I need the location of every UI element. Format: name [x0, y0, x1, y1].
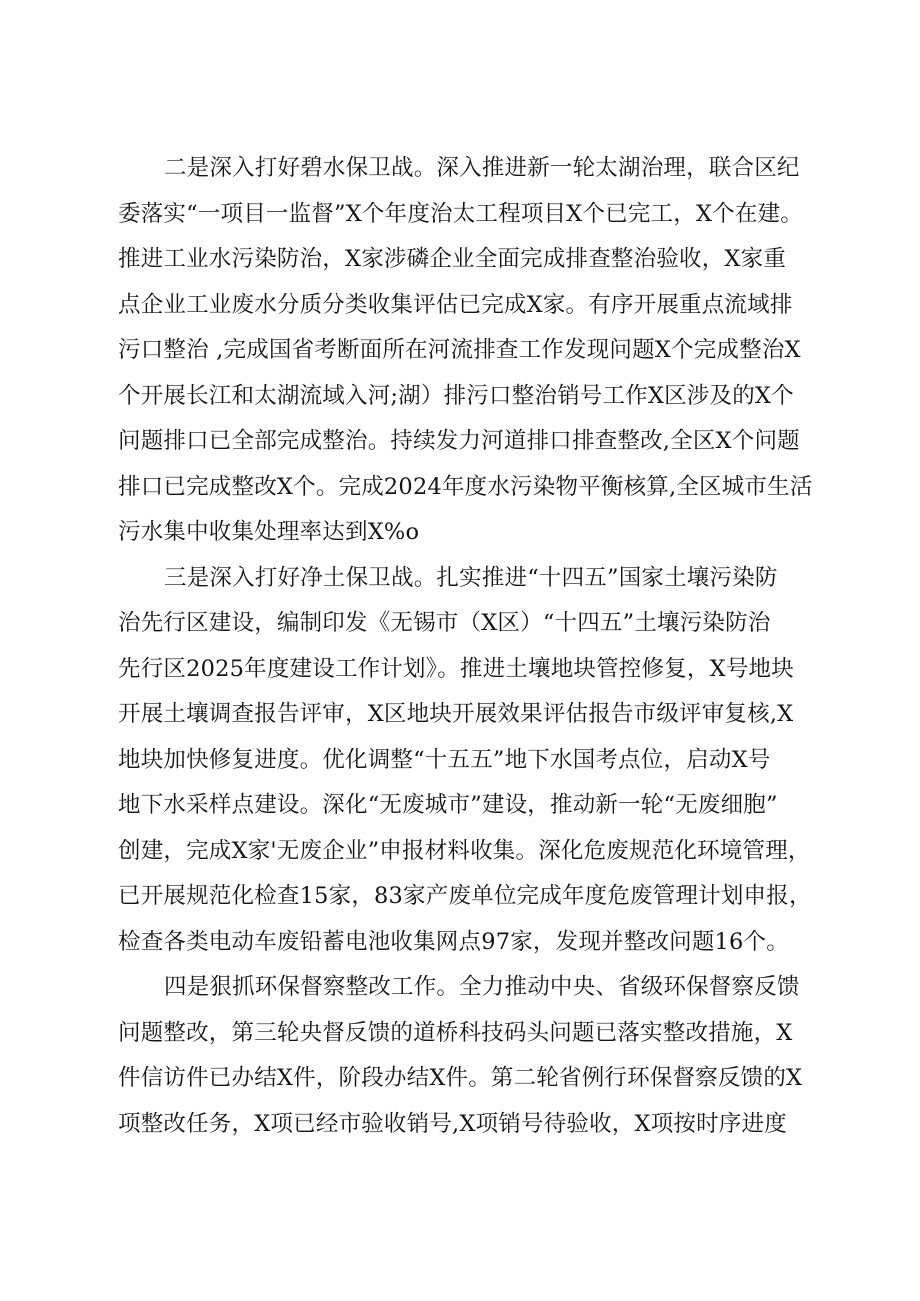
text-line: 治先行区建设，编制印发《无锡市（X区）“十四五”土壤污染防治 [118, 610, 771, 636]
text-line: 已开展规范化检查15家，83家产废单位完成年度危废管理计划申报， [118, 883, 812, 909]
text-line: 四是狠抓环保督察整改工作。全力推动中央、省级环保督察反馈 [164, 974, 800, 1000]
text-line: 排口已完成整改X个。完成2024年度水污染物平衡核算,全区城市生活 [118, 473, 813, 500]
text-line: 个开展长江和太湖流域入河;湖）排污口整治销号工作X区涉及的X个 [118, 382, 794, 409]
text-line: 污水集中收集处理率达到X%o [118, 519, 420, 545]
text-line: 地块加快修复进度。优化调整“十五五”地下水国考点位，启动X号 [118, 746, 771, 773]
text-line: 三是深入打好净土保卫战。扎实推进“十四五”国家土壤污染防 [164, 564, 778, 591]
text-line: 创建，完成X家'无废企业”申报材料收集。深化危废规范化环境管理， [118, 837, 811, 864]
paragraph-inspection-rectification [118, 965, 818, 1147]
text-line: 问题整改，第三轮央督反馈的道桥科技码头问题已落实整改措施，X [118, 1019, 793, 1046]
paragraph-water-protection [118, 146, 818, 556]
text-line: 地下水采样点建设。深化“无废城市”建设，推动新一轮“无废细胞” [118, 792, 778, 818]
text-line: 件信访件已办结X件，阶段办结X件。第二轮省例行环保督察反馈的X [118, 1065, 803, 1091]
text-line: 点企业工业废水分质分类收集评估已完成X家。有序开展重点流域排 [118, 291, 793, 318]
text-line: 问题排口已全部完成整治。持续发力河道排口排查整改,全区X个问题 [118, 428, 800, 454]
text-line: 二是深入打好碧水保卫战。深入推进新一轮太湖治理，联合区纪 [164, 155, 800, 181]
text-line: 污口整治 ,完成国省考断面所在河流排查工作发现问题X个完成整治X [118, 337, 801, 363]
text-line: 先行区2025年度建设工作计划》。推进土壤地块管控修复，X号地块 [118, 655, 794, 682]
text-line: 推进工业水污染防治，X家涉磷企业全面完成排查整治验收，X家重 [118, 246, 787, 272]
text-line: 开展土壤调查报告评审，X区地块开展效果评估报告市级评审复核,X [118, 701, 794, 727]
text-line: 项整改任务，X项已经市验收销号,X项销号待验收，X项按时序进度 [118, 1110, 787, 1137]
text-line: 委落实“一项目一监督”X个年度治太工程项目X个已完工，X个在建。 [118, 200, 803, 227]
document-body [118, 146, 818, 1147]
paragraph-soil-protection [118, 556, 818, 966]
text-line: 检查各类电动车废铅蓄电池收集网点97家，发现并整改问题16个。 [118, 928, 789, 955]
